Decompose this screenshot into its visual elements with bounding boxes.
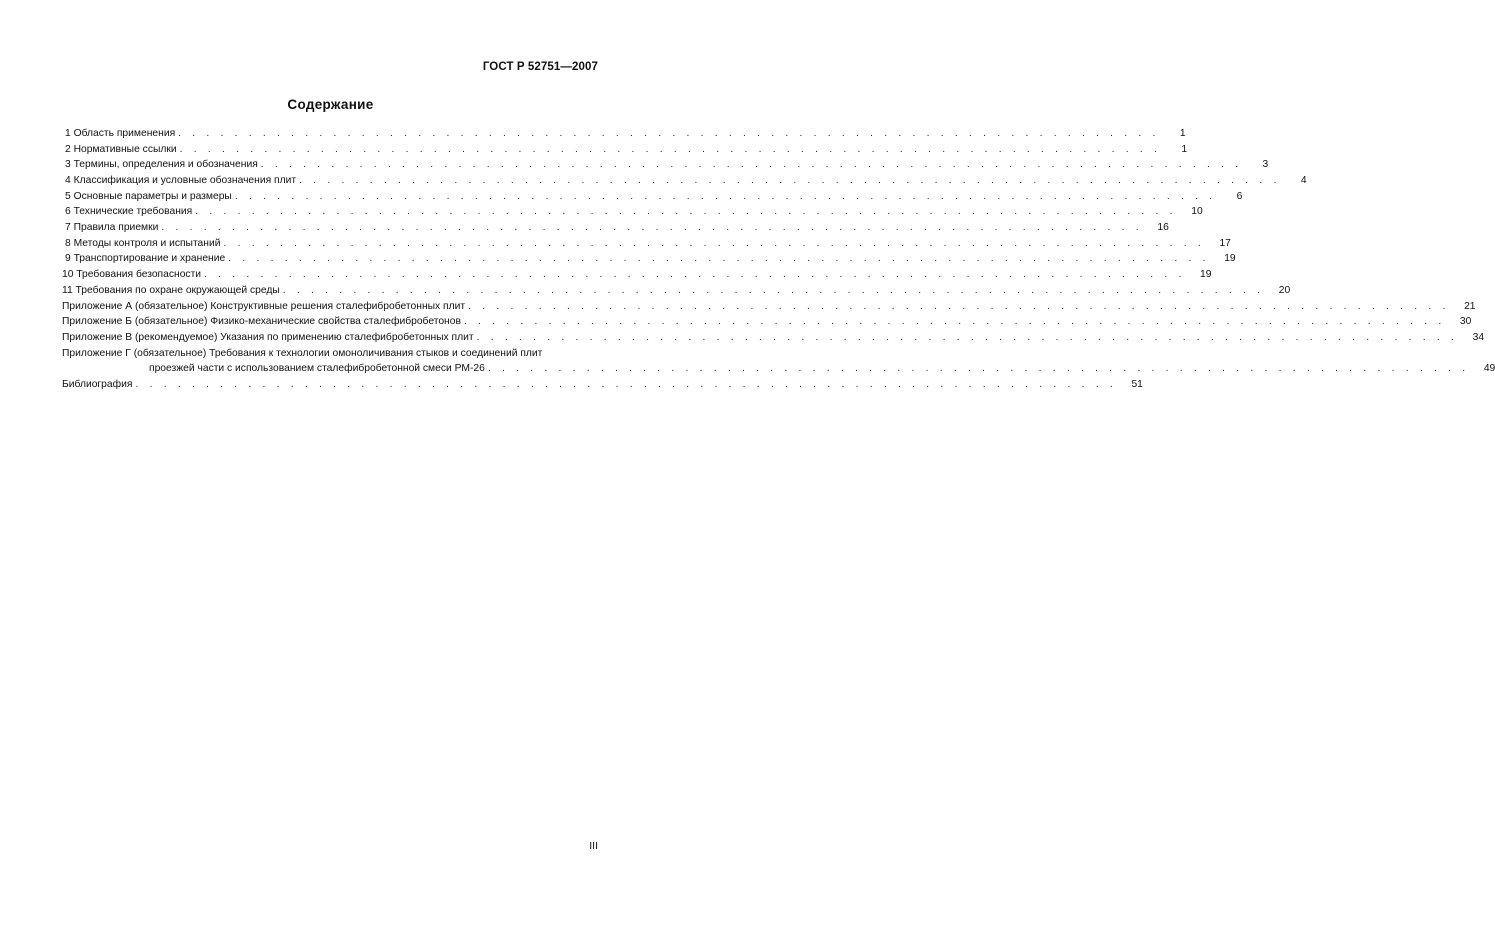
- toc-entry-page: 20: [1278, 284, 1291, 296]
- page-number: III: [589, 840, 598, 852]
- toc-dot-leader: . . . . . . . . . . . . . . . . . . . . . . . . . . . . . . . . . . . . . . . . . . . . . . . . . . . . . . . . . . . . . . . . . . . . . .: [223, 237, 1205, 249]
- toc-entry-title: 8 Методы контроля и испытаний: [65, 237, 221, 249]
- toc-entry-page: 16: [1157, 222, 1169, 234]
- toc-dot-leader: . . . . . . . . . . . . . . . . . . . . . . . . . . . . . . . . . . . . . . . . . . . . . . . . . . . . . . . . . . . . . . . . . . . . . .: [476, 331, 1459, 343]
- toc-entry-title: Приложение А (обязательное) Конструктивные решения сталефибробетонных плит: [62, 300, 466, 312]
- toc-entry-title: 4 Классификация и условные обозначения плит: [65, 175, 297, 187]
- toc-dot-leader: . . . . . . . . . . . . . . . . . . . . . . . . . . . . . . . . . . . . . . . . . . . . . . . . . . . . . . . . . . . . . . . . . . . . . .: [468, 300, 1450, 312]
- toc-entry-title: 1 Область применения: [65, 127, 176, 139]
- toc-entry-page: 19: [1224, 253, 1236, 265]
- toc-entry[interactable]: [62, 314, 1472, 330]
- toc-entry[interactable]: [62, 142, 1188, 158]
- toc-entry-page: 3: [1262, 159, 1269, 171]
- toc-entry-page: 6: [1236, 190, 1243, 202]
- toc-entry[interactable]: [62, 189, 1243, 205]
- toc-entry-page: 1: [1181, 143, 1188, 155]
- toc-entry-title: проезжей части с использованием сталефибробетонной смеси РМ-26: [149, 363, 485, 375]
- toc-entry-title: 3 Термины, определения и обозначения: [65, 159, 258, 171]
- toc-dot-leader: . . . . . . . . . . . . . . . . . . . . . . . . . . . . . . . . . . . . . . . . . . . . . . . . . . . . . . . . . . . . . . . . . . . . . .: [161, 222, 1143, 234]
- toc-entry-title: 2 Нормативные ссылки: [65, 143, 177, 155]
- toc-entry-page: 19: [1200, 269, 1212, 281]
- toc-entry[interactable]: [62, 361, 1495, 377]
- table-of-contents: [62, 126, 1495, 393]
- toc-entry-title: Библиография: [62, 378, 133, 390]
- toc-entry[interactable]: [62, 252, 1236, 268]
- toc-entry-page: 49: [1483, 363, 1495, 375]
- toc-entry[interactable]: [62, 283, 1291, 299]
- toc-entry[interactable]: [62, 267, 1212, 283]
- toc-dot-leader: . . . . . . . . . . . . . . . . . . . . . . . . . . . . . . . . . . . . . . . . . . . . . . . . . . . . . . . . . . . . . . . . . . . . . .: [299, 175, 1281, 187]
- toc-entry[interactable]: [62, 377, 1143, 393]
- toc-entry[interactable]: [62, 220, 1169, 236]
- toc-entry-title: 7 Правила приемки: [65, 222, 159, 234]
- toc-entry-title: Приложение Г (обязательное) Требования к технологии омоноличивания стыков и соединений плит: [62, 347, 543, 359]
- toc-entry[interactable]: [62, 204, 1203, 220]
- toc-entry-title: 10 Требования безопасности: [62, 269, 202, 281]
- toc-entry[interactable]: [62, 236, 1231, 252]
- toc-entry-page: 4: [1300, 175, 1307, 187]
- toc-entry-page: 30: [1459, 316, 1472, 328]
- toc-entry-title: 6 Технические требования: [65, 206, 193, 218]
- toc-dot-leader: . . . . . . . . . . . . . . . . . . . . . . . . . . . . . . . . . . . . . . . . . . . . . . . . . . . . . . . . . . . . . . . . . . . . . .: [463, 316, 1446, 328]
- toc-dot-leader: . . . . . . . . . . . . . . . . . . . . . . . . . . . . . . . . . . . . . . . . . . . . . . . . . . . . . . . . . . . . . . . . . . . . . .: [178, 127, 1160, 139]
- toc-dot-leader: . . . . . . . . . . . . . . . . . . . . . . . . . . . . . . . . . . . . . . . . . . . . . . . . . . . . . . . . . . . . . . . . . . . . . .: [487, 363, 1470, 375]
- toc-entry-page: 1: [1179, 127, 1186, 139]
- toc-dot-leader: . . . . . . . . . . . . . . . . . . . . . . . . . . . . . . . . . . . . . . . . . . . . . . . . . . . . . . . . . . . . . . . . . . . . . .: [282, 284, 1265, 296]
- toc-entry-page: 21: [1464, 300, 1476, 312]
- toc-entry-page: 10: [1191, 206, 1203, 218]
- page-title: Содержание: [287, 97, 374, 112]
- toc-dot-leader: . . . . . . . . . . . . . . . . . . . . . . . . . . . . . . . . . . . . . . . . . . . . . . . . . . . . . . . . . . . . . . . . . . . . . .: [204, 269, 1186, 281]
- toc-entry-title: 5 Основные параметры и размеры: [65, 190, 232, 202]
- toc-entry[interactable]: [62, 299, 1476, 315]
- toc-entry-title: Приложение В (рекомендуемое) Указания по применению сталефибробетонных плит: [62, 331, 474, 343]
- toc-entry-page: 51: [1131, 378, 1143, 390]
- toc-entry-page: 17: [1219, 237, 1231, 249]
- toc-dot-leader: . . . . . . . . . . . . . . . . . . . . . . . . . . . . . . . . . . . . . . . . . . . . . . . . . . . . . . . . . . . . . . . . . . . . . .: [234, 190, 1217, 202]
- toc-dot-leader: . . . . . . . . . . . . . . . . . . . . . . . . . . . . . . . . . . . . . . . . . . . . . . . . . . . . . . . . . . . . . . . . . . . . . .: [195, 206, 1177, 218]
- toc-dot-leader: . . . . . . . . . . . . . . . . . . . . . . . . . . . . . . . . . . . . . . . . . . . . . . . . . . . . . . . . . . . . . . . . . . . . . .: [179, 143, 1162, 155]
- toc-entry[interactable]: [62, 157, 1269, 173]
- toc-entry[interactable]: [62, 173, 1307, 189]
- toc-dot-leader: . . . . . . . . . . . . . . . . . . . . . . . . . . . . . . . . . . . . . . . . . . . . . . . . . . . . . . . . . . . . . . . . . . . . . .: [228, 253, 1210, 265]
- toc-entry[interactable]: [62, 126, 1186, 142]
- toc-dot-leader: . . . . . . . . . . . . . . . . . . . . . . . . . . . . . . . . . . . . . . . . . . . . . . . . . . . . . . . . . . . . . . . . . . . . . .: [135, 378, 1117, 390]
- toc-entry-title: 11 Требования по охране окружающей среды: [62, 284, 280, 296]
- document-code: ГОСТ Р 52751—2007: [482, 61, 598, 73]
- toc-entry[interactable]: [62, 346, 598, 362]
- toc-entry-title: Приложение Б (обязательное) Физико-механические свойства сталефибробетонов: [62, 316, 461, 328]
- toc-entry-title: 9 Транспортирование и хранение: [65, 253, 226, 265]
- toc-entry[interactable]: [62, 330, 1485, 346]
- toc-dot-leader: . . . . . . . . . . . . . . . . . . . . . . . . . . . . . . . . . . . . . . . . . . . . . . . . . . . . . . . . . . . . . . . . . . . . . .: [260, 159, 1243, 171]
- toc-entry-page: 34: [1472, 331, 1485, 343]
